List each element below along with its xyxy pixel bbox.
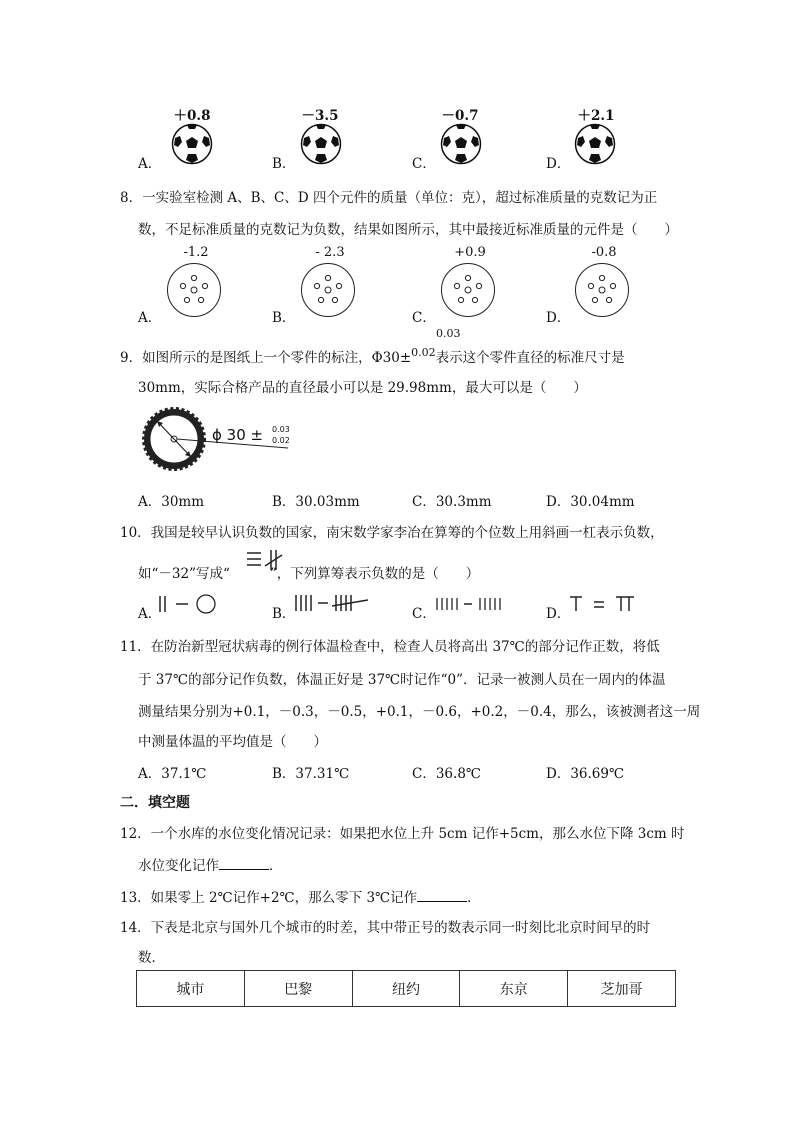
counting-rod-option-c-icon — [434, 595, 518, 613]
gear-dimension-label: ϕ 30 ± — [212, 426, 264, 444]
q11-option-b-label: B． — [272, 766, 296, 782]
component-part-icon — [166, 262, 222, 318]
q9-stem-line1-a: 9．如图所示的是图纸上一个零件的标注，Φ30± — [120, 350, 412, 366]
q11-stem-line3: 测量结果分别为+0.1，－0.3，－0.5，+0.1，－0.6，+0.2，－0.4，那么，该被测者这一周 — [138, 704, 701, 720]
q11-option-c-value: 36.8℃ — [435, 766, 482, 782]
q12-stem-line2 — [138, 854, 283, 874]
q13-stem — [120, 886, 481, 906]
q11-option-c-label: C． — [412, 766, 436, 782]
q9-option-d-value: 30.04mm — [570, 494, 635, 510]
q8-stem-line1: 8．一实验室检测 A、B、C、D 四个元件的质量（单位：克），超过标准质量的克数记为正 — [120, 190, 658, 206]
q9-option-b-label: B． — [272, 494, 296, 510]
q9-option-c[interactable] — [412, 490, 492, 510]
q11-option-d-value: 36.69℃ — [570, 766, 625, 782]
q8-option-d-value: -0.8 — [591, 245, 617, 260]
q9-option-a[interactable] — [138, 490, 204, 510]
q8-option-a-value: -1.2 — [183, 245, 209, 260]
q11-stem-line4: 中测量体温的平均值是（ ） — [138, 734, 327, 750]
q10-stem-line2 — [138, 562, 479, 582]
q11-option-a[interactable] — [138, 762, 206, 782]
q11-option-a-label: A． — [138, 766, 162, 782]
q7-option-b-label[interactable]: B． — [272, 156, 296, 172]
q14-stem-line1: 14．下表是北京与国外几个城市的时差，其中带正号的数表示同一时刻比北京时间早的时 — [120, 920, 651, 936]
q8-option-c-label[interactable]: C． — [412, 310, 436, 326]
q7-option-c-value: －0.7 — [441, 108, 479, 124]
component-part-icon — [440, 262, 496, 318]
q9-stem-line2: 30mm，实际合格产品的直径最小可以是 29.98mm，最大可以是（ ） — [138, 380, 587, 396]
q12-stem-line2-b: ． — [269, 858, 283, 874]
q7-option-d-value: ＋2.1 — [577, 108, 615, 124]
q7-option-a-value: ＋0.8 — [173, 108, 211, 124]
counting-rod-option-a-icon — [156, 593, 222, 615]
q14-stem-line2: 数． — [138, 950, 165, 966]
q8-option-c-value: +0.9 — [454, 245, 486, 260]
q9-option-b[interactable] — [272, 490, 360, 510]
q12-stem-line2-a: 水位变化记作 — [138, 858, 219, 874]
q11-option-a-value: 37.1℃ — [161, 766, 207, 782]
q7-option-b-value: －3.5 — [301, 108, 339, 124]
q8-option-a-label[interactable]: A． — [138, 310, 162, 326]
q11-option-d-label: D． — [546, 766, 571, 782]
q10-option-a-label[interactable]: A． — [138, 606, 162, 622]
q7-option-c-label[interactable]: C． — [412, 156, 436, 172]
q11-stem-line1: 11．在防治新型冠状病毒的例行体温检查中，检查人员将高出 37℃的部分记作正数，将低 — [120, 639, 660, 655]
component-part-icon — [300, 262, 356, 318]
component-part-icon — [574, 262, 630, 318]
q9-option-c-label: C． — [412, 494, 436, 510]
q10-stem-line2-a: 如“－32”写成“ — [138, 566, 230, 582]
q9-option-a-label: A． — [138, 494, 162, 510]
q12-stem-line1: 12．一个水库的水位变化情况记录：如果把水位上升 5cm 记作+5cm，那么水位下降 3cm 时 — [120, 826, 685, 842]
q9-tolerance-lower: 0.02 — [411, 346, 436, 359]
table-cell-chicago: 芝加哥 — [568, 971, 676, 1007]
q13-stem-b: ． — [467, 890, 481, 906]
q11-stem-line2: 于 37℃的部分记作负数，体温正好是 37℃时记作“0”．记录一被测人员在一周内的体温 — [138, 672, 666, 688]
q10-stem-line1: 10．我国是较早认识负数的国家，南宋数学家李冶在算筹的个位数上用斜画一杠表示负数， — [120, 525, 664, 541]
q10-option-c-label[interactable]: C． — [412, 606, 436, 622]
q9-option-c-value: 30.3mm — [435, 494, 492, 510]
table-cell-city-header: 城市 — [137, 971, 245, 1007]
soccer-ball-icon — [574, 123, 616, 165]
q9-option-d-label: D． — [546, 494, 571, 510]
section-heading-fill-blank: 二．填空题 — [120, 795, 190, 811]
table-row — [137, 971, 676, 1007]
table-cell-tokyo: 东京 — [460, 971, 568, 1007]
counting-rod-minus-32-icon — [245, 548, 285, 574]
soccer-ball-icon — [300, 123, 342, 165]
q9-option-a-value: 30mm — [161, 494, 205, 510]
timezone-table — [136, 970, 676, 1007]
q9-stem-line1-b: 表示这个零件直径的标准尺寸是 — [435, 350, 625, 366]
q7-option-d-label[interactable]: D． — [546, 156, 571, 172]
q13-stem-a: 13．如果零上 2℃记作+2℃，那么零下 3℃记作 — [120, 890, 418, 906]
gear-dimension-lower: 0.02 — [272, 436, 290, 445]
q11-option-c[interactable] — [412, 762, 481, 782]
q11-option-b-value: 37.31℃ — [295, 766, 350, 782]
gear-dimension-upper: 0.03 — [272, 425, 290, 434]
q7-option-a-label[interactable]: A． — [138, 156, 162, 172]
q8-option-b-value: - 2.3 — [315, 245, 345, 260]
counting-rod-option-b-icon — [292, 592, 372, 616]
q10-stem-line2-b: ”，下列算筹表示负数的是（ ） — [269, 566, 480, 582]
table-cell-paris: 巴黎 — [244, 971, 352, 1007]
table-cell-new-york: 纽约 — [352, 971, 460, 1007]
q11-option-b[interactable] — [272, 762, 349, 782]
q12-answer-blank[interactable] — [219, 857, 269, 870]
counting-rod-option-d-icon — [568, 594, 644, 614]
q8-option-d-label[interactable]: D． — [546, 310, 571, 326]
q13-answer-blank[interactable] — [417, 889, 467, 902]
q9-option-d[interactable] — [546, 490, 635, 510]
q9-tolerance-upper: 0.03 — [436, 327, 461, 340]
q8-option-b-label[interactable]: B． — [272, 310, 296, 326]
q8-stem-line2: 数，不足标准质量的克数记为负数，结果如图所示，其中最接近标准质量的元件是（ ） — [138, 222, 678, 238]
q9-option-b-value: 30.03mm — [295, 494, 360, 510]
q10-option-b-label[interactable]: B． — [272, 606, 296, 622]
q11-option-d[interactable] — [546, 762, 624, 782]
q9-stem-line1 — [120, 346, 625, 366]
soccer-ball-icon — [440, 123, 482, 165]
soccer-ball-icon — [171, 123, 213, 165]
q10-option-d-label[interactable]: D． — [546, 606, 571, 622]
